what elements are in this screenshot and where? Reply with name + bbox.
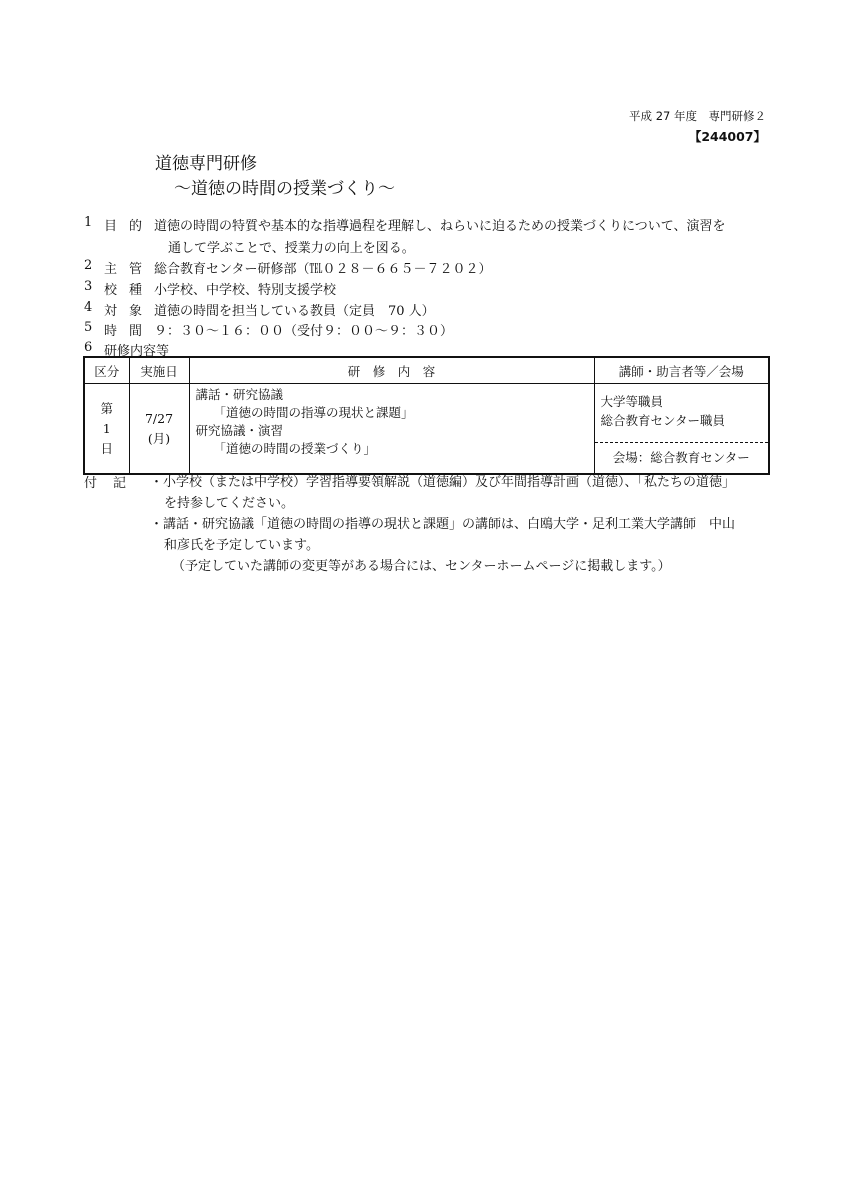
lecturer-line: 大学等職員 (600, 394, 664, 409)
note-line: を持参してください。 (164, 496, 295, 511)
cell-kubun (84, 384, 129, 475)
item-value: 道徳の時間を担当している教員（定員 70 人） (154, 304, 435, 319)
content-line: 講話・研究協議 (195, 387, 284, 402)
table-row (84, 384, 769, 475)
item-label: 校種 (104, 283, 155, 298)
item-value: 総合教育センター研修部（℡０２８－６６５－７２０２） (154, 262, 492, 277)
notes-label: 付記 (84, 476, 143, 491)
note-line: （予定していた講師の変更等がある場合には、センターホームページに掲載します。） (172, 559, 671, 574)
schedule-table (83, 356, 770, 475)
item-number: 5 (84, 320, 93, 335)
header-date: 実施日 (129, 357, 189, 384)
item-label: 対象 (104, 304, 155, 319)
date-value: 7/27 (144, 410, 174, 426)
item-number: 1 (84, 215, 93, 230)
item-label: 主管 (104, 262, 155, 277)
kubun-line: 日 (100, 440, 113, 456)
cell-date (129, 384, 189, 475)
header-lecturer: 講師・助言者等／会場 (594, 357, 769, 384)
item-number: 3 (84, 279, 93, 294)
note-line: ・講話・研究協議「道徳の時間の指導の現状と課題」の講師は、白鴎大学・足利工業大学講師 中山 (150, 517, 736, 532)
item-label: 時間 (104, 324, 155, 339)
content-line: 研究協議・演習 (195, 423, 284, 438)
item-label: 目的 (104, 219, 155, 234)
cell-content (189, 384, 594, 475)
content-line: 「道徳の時間の指導の現状と課題」 (213, 405, 414, 420)
item-value: 小学校、中学校、特別支援学校 (154, 283, 337, 298)
cell-lecturer (594, 384, 769, 475)
page-title: 道徳専門研修 (155, 154, 257, 174)
course-code: 【244007】 (688, 129, 766, 144)
kubun-line: 1 (102, 420, 111, 436)
header-kubun: 区分 (84, 357, 129, 384)
page-subtitle: ～道徳の時間の授業づくり～ (174, 179, 395, 199)
content-line: 「道徳の時間の授業づくり」 (213, 441, 377, 456)
note-line: ・小学校（または中学校）学習指導要領解説（道徳編）及び年間指導計画（道徳）、「私たちの道徳」 (150, 475, 736, 490)
item-label: 研修内容等 (104, 344, 170, 359)
item-purpose-continuation: 通して学ぶことで、授業力の向上を図る。 (168, 241, 415, 256)
item-number: 4 (84, 300, 93, 315)
notes (150, 472, 735, 577)
course-year-label: 平成 27 年度 専門研修２ (629, 109, 766, 123)
note-line: 和彦氏を予定しています。 (164, 538, 319, 553)
item-number: 2 (84, 258, 93, 273)
table-header-row (84, 357, 769, 384)
item-number: 6 (84, 340, 93, 355)
lecturer-line: 総合教育センター職員 (600, 413, 726, 428)
venue-label: 会場：総合教育センター (595, 442, 769, 473)
weekday-value: (月) (147, 430, 171, 446)
item-value: 道徳の時間の特質や基本的な指導過程を理解し、ねらいに迫るための授業づくりについて、演習を (154, 219, 726, 234)
kubun-line: 第 (100, 400, 113, 416)
header-content: 研 修 内 容 (189, 357, 594, 384)
item-value: ９：３０～１６：００（受付９：００～９：３０） (154, 324, 454, 339)
